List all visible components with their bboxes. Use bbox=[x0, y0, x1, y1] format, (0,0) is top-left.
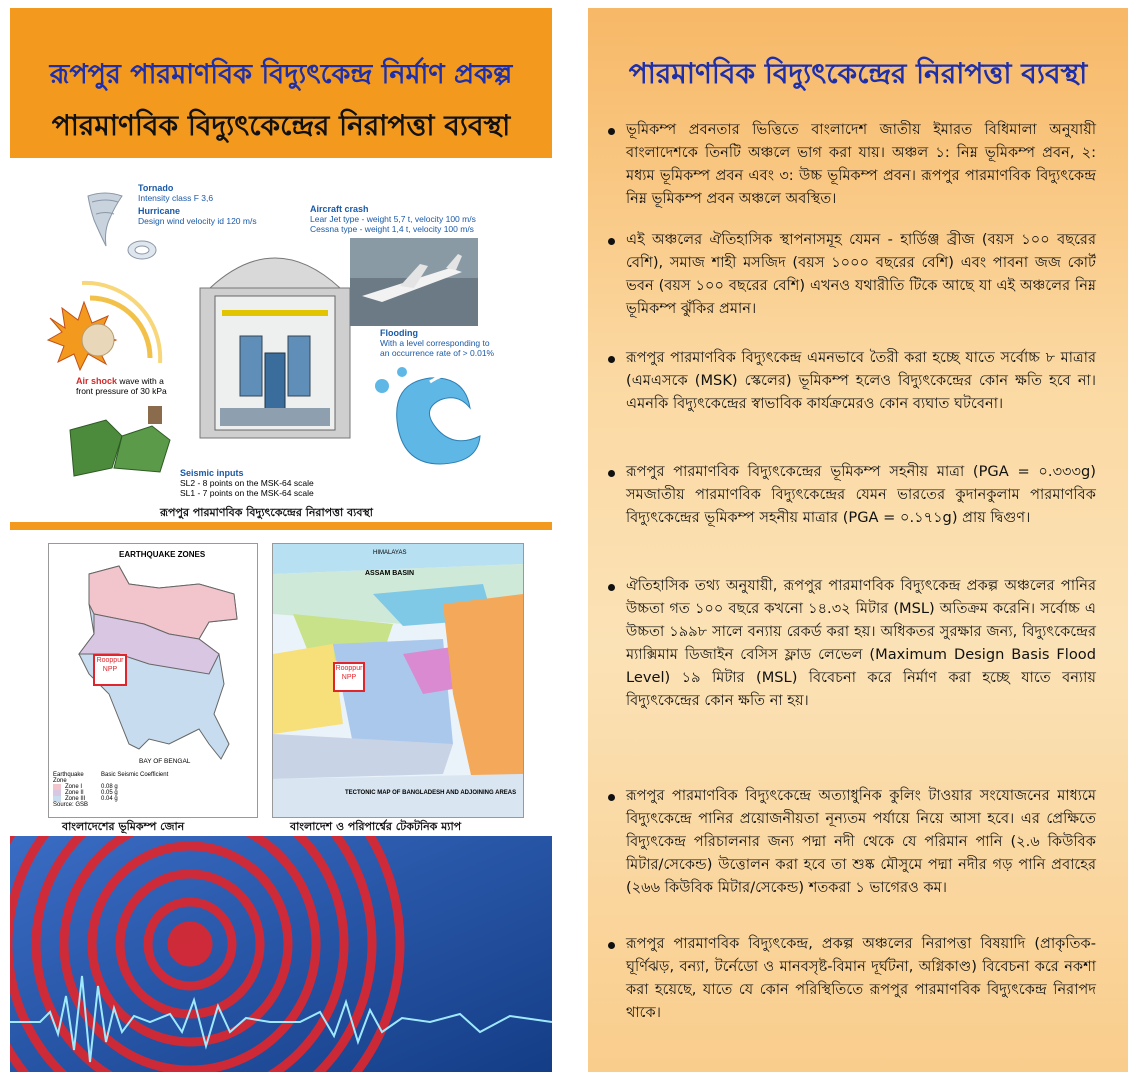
seismic-title: Seismic inputs bbox=[180, 468, 244, 478]
maps-section bbox=[10, 536, 552, 836]
aircraft-title: Aircraft crash bbox=[310, 204, 369, 214]
bullet-4: রূপপুর পারমাণবিক বিদ্যুৎকেন্দ্রের ভূমিকম্প সহনীয় মাত্রা (PGA = ০.৩৩৩g) সমজাতীয় পারমাণবিক বিদ্যুৎকেন্দ্রের যেমন ভারতের কুদানকুলাম পারমাণবিক বিদ্যুৎকেন্দ্রের ভূমিকম্প সহনীয় মাত্রার (PGA = ০.১৭১g) প্রায় দ্বিগুণ। bbox=[626, 463, 1096, 526]
right-panel bbox=[588, 8, 1128, 1072]
flooding-title: Flooding bbox=[380, 328, 418, 338]
map2-title: TECTONIC MAP OF BANGLADESH AND ADJOINING AREAS bbox=[345, 790, 517, 796]
aircraft-photo bbox=[350, 238, 478, 326]
flooding-text: With a level corresponding to an occurrence rate of > 0.01% bbox=[380, 338, 495, 358]
tornado-title: Tornado bbox=[138, 183, 174, 193]
title-banner bbox=[10, 8, 552, 158]
tectonic-map bbox=[272, 543, 524, 818]
map1-caption: বাংলাদেশের ভূমিকম্প জোন bbox=[62, 820, 185, 833]
explosion-icon bbox=[48, 283, 160, 370]
ground-crack-icon bbox=[70, 406, 170, 476]
bullet-5: ঐতিহাসিক তথ্য অনুযায়ী, রূপপুর পারমাণবিক বিদ্যুৎকেন্দ্র প্রকল্প অঞ্চলের পানির উচ্চতা গত ১০০ বছরে কখনো ১৪.৩২ মিটার (MSL) অতিক্রম করেনি। সর্বোচ্চ এ উচ্চতা ১৯৯৮ সালে বন্যায় রেকর্ড করা হয়। অধিকতর সুরক্ষার জন্য, বিদ্যুৎকেন্দ্রের ম্যাক্সিমাম ডিজাইন বেসিস ফ্লাড লেভেল (Maximum Design Basis Flood Level) ১৯ মিটার (MSL) বিবেচনা করে নির্মাণ করা হচ্ছে যাতে বন্যায় বিদ্যুৎকেন্দ্রের কোন ক্ষতি না হয়। bbox=[626, 577, 1096, 709]
seismic-text-1: SL2 - 8 points on the MSK-64 scale bbox=[180, 478, 314, 488]
map2-caption: বাংলাদেশ ও পরিপার্শ্বের টেকটনিক ম্যাপ bbox=[290, 820, 462, 833]
zone-legend: Earthquake Zone Basic Seismic Coefficient Zone I 0.08 g Zone II 0.05 g Zone III 0.04 g Source: GSB bbox=[53, 772, 169, 808]
bullet-7: রূপপুর পারমাণবিক বিদ্যুৎকেন্দ্র, প্রকল্প অঞ্চলের নিরাপত্তা বিষয়াদি (প্রাকৃতিক-ঘূর্ণিঝড়, বন্যা, টর্নেডো ও মানবসৃষ্ট-বিমান দূর্ঘটনা, অগ্নিকাণ্ড) বিবেচনা করে নকশা করা হয়েছে, যাতে যে কোন পরিস্থিতিতে রূপপুর পারমাণবিক বিদ্যুৎকেন্দ্র নিরাপদ থাকে। bbox=[626, 935, 1096, 1021]
bullet-dot bbox=[608, 356, 615, 363]
aircraft-text-2: Cessna type - weight 1,4 t, velocity 100 m/s bbox=[310, 224, 474, 234]
earthquake-zone-map bbox=[48, 543, 258, 818]
safety-diagram bbox=[10, 168, 552, 520]
bay-label: BAY OF BENGAL bbox=[139, 758, 191, 765]
assam-label: ASSAM BASIN bbox=[365, 570, 415, 577]
bullet-dot bbox=[608, 942, 615, 949]
diagram-caption: রূপপুর পারমাণবিক বিদ্যুৎকেন্দ্রের নিরাপত্তা ব্যবস্থা bbox=[160, 506, 373, 519]
safety-subtitle: পারমাণবিক বিদ্যুৎকেন্দ্রের নিরাপত্তা ব্যবস্থা bbox=[51, 109, 511, 142]
left-poster bbox=[10, 8, 552, 1072]
bullet-dot bbox=[608, 128, 615, 135]
tornado-text: Intensity class F 3,6 bbox=[138, 193, 214, 203]
bullet-dot bbox=[608, 238, 615, 245]
hurricane-icon bbox=[128, 241, 156, 259]
bullet-3: রূপপুর পারমাণবিক বিদ্যুৎকেন্দ্র এমনভাবে তৈরী করা হচ্ছে যাতে সর্বোচ্চ ৮ মাত্রার (এমএসকে (MSK) স্কেলের) ভূমিকম্প হলেও বিদ্যুৎকেন্দ্রের কোন ক্ষতি হবে না। এমনকি বিদ্যুৎকেন্দ্রের স্বাভাবিক কার্যক্রমেরও কোন ব্যঘাত ঘটবেনা। bbox=[626, 349, 1096, 412]
himalayas-label: HIMALAYAS bbox=[373, 550, 407, 556]
tornado-icon bbox=[88, 193, 122, 246]
flood-wave-icon bbox=[375, 367, 480, 464]
bullet-dot bbox=[608, 794, 615, 801]
seismic-text-2: SL1 - 7 points on the MSK-64 scale bbox=[180, 488, 314, 498]
bullet-dot bbox=[608, 470, 615, 477]
divider bbox=[10, 522, 552, 530]
hurricane-title: Hurricane bbox=[138, 206, 181, 216]
airshock-text: wave with a front pressure of 30 kPa bbox=[76, 376, 167, 396]
bullet-2: এই অঞ্চলের ঐতিহাসিক স্থাপনাসমূহ যেমন - হার্ডিঞ্জ ব্রীজ (বয়স ১০০ বছরের বেশি), সমাজ শাহী মসজিদ (বয়স ১০০০ বছরের বেশি) এবং পাবনা জজ কোর্ট ভবন (বয়স ১০০ বছরের বেশি) এখনও যথারীতি টিকে আছে যা এই অঞ্চলের নিম্ন ভূমিকম্প ঝুঁকির প্রমান। bbox=[626, 231, 1096, 317]
right-title: পারমাণবিক বিদ্যুৎকেন্দ্রের নিরাপত্তা ব্যবস্থা bbox=[628, 57, 1088, 90]
map1-title: EARTHQUAKE ZONES bbox=[119, 550, 206, 559]
bullet-6: রূপপুর পারমাণবিক বিদ্যুৎকেন্দ্রে অত্যাধুনিক কুলিং টাওয়ার সংযোজনের মাধ্যমে বিদ্যুৎকেন্দ্রে পানির প্রয়োজনীয়তা নূন্যতম পর্যায়ে নিয়ে আসা হবে। এর প্রেক্ষিতে বিদ্যুৎকেন্দ্র পরিচালনার জন্য পদ্মা নদী থেকে যে পরিমান পানি (২.৬ কিউবিক মিটার/সেকেন্ড) উত্তোলন করা হবে তা শুষ্ক মৌসুমে পদ্মা নদীর গড় পানি প্রবাহের (২৬৬ কিউবিক মিটার/সেকেন্ড) শতকরা ১ ভাগেরও কম। bbox=[626, 787, 1096, 896]
seismic-rings-graphic bbox=[10, 836, 552, 1072]
npp-marker-map2: Rooppur NPP bbox=[333, 662, 365, 692]
aircraft-text-1: Lear Jet type - weight 5,7 t, velocity 100 m/s bbox=[310, 214, 476, 224]
npp-marker-map1: Rooppur NPP bbox=[93, 654, 127, 686]
airshock-title: Air shock bbox=[76, 376, 118, 386]
project-title: রূপপুর পারমাণবিক বিদ্যুৎকেন্দ্র নির্মাণ প্রকল্প bbox=[49, 59, 513, 90]
reactor-building-illustration bbox=[200, 258, 350, 438]
bullet-dot bbox=[608, 584, 615, 591]
bullet-1: ভূমিকম্প প্রবনতার ভিত্তিতে বাংলাদেশ জাতীয় ইমারত বিধিমালা অনুযায়ী বাংলাদেশকে তিনটি অঞ্চলে ভাগ করা যায়। অঞ্চল ১: নিম্ন ভূমিকম্প প্রবন, ২: মধ্যম ভূমিকম্প প্রবন এবং ৩: উচ্চ ভূমিকম্প প্রবন। রূপপুর পারমাণবিক বিদ্যুৎকেন্দ্র নিম্ন ভূমিকম্প প্রবন অঞ্চলে অবস্থিত। bbox=[626, 121, 1096, 207]
hurricane-text: Design wind velocity id 120 m/s bbox=[138, 216, 257, 226]
